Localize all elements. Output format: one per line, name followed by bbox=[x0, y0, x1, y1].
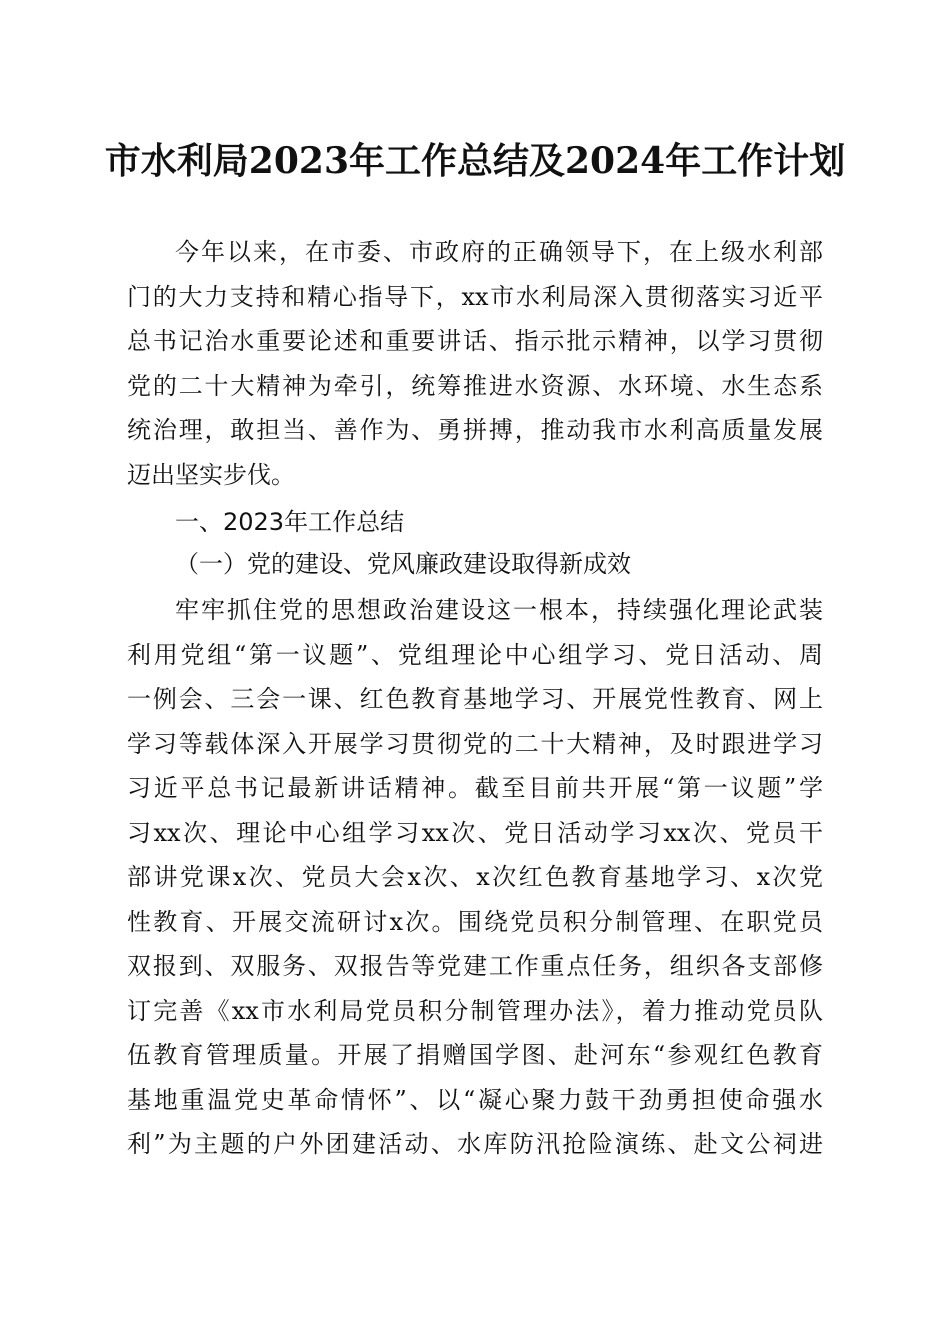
intro-line: 今年以来，在市委、市政府的正确领导下，在上级水利部 bbox=[175, 238, 823, 266]
section-line: 学习等载体深入开展学习贯彻党的二十大精神，及时跟进学习 bbox=[127, 729, 823, 758]
section-line: 利用党组“第一议题”、党组理论中心组学习、党日活动、周 bbox=[127, 640, 823, 669]
section-line: 性教育、开展交流研讨x次。围绕党员积分制管理、在职党员 bbox=[127, 907, 823, 936]
intro-line: 总书记治水重要论述和重要讲话、指示批示精神，以学习贯彻 bbox=[127, 327, 823, 355]
section-line: 订完善《xx市水利局党员积分制管理办法》，着力推动党员队 bbox=[127, 996, 823, 1025]
section-line: 牢牢抓住党的思想政治建设这一根本，持续强化理论武装 bbox=[175, 596, 823, 624]
intro-line: 迈出坚实步伐。 bbox=[127, 460, 295, 489]
intro-line: 党的二十大精神为牵引，统筹推进水资源、水环境、水生态系 bbox=[127, 371, 823, 400]
intro-paragraph bbox=[127, 230, 823, 497]
section-line: 双报到、双服务、双报告等党建工作重点任务，组织各支部修 bbox=[127, 952, 823, 980]
section-line: 一例会、三会一课、红色教育基地学习、开展党性教育、网上 bbox=[127, 685, 823, 713]
section-line: 习xx次、理论中心组学习xx次、党日活动学习xx次、党员干 bbox=[127, 818, 823, 847]
intro-line: 统治理，敢担当、善作为、勇拼搏，推动我市水利高质量发展 bbox=[127, 416, 823, 444]
section-line: 部讲党课x次、党员大会x次、x次红色教育基地学习、x次党 bbox=[127, 863, 823, 891]
section-line: 基地重温党史革命情怀”、以“凝心聚力鼓干劲勇担使命强水 bbox=[127, 1085, 823, 1114]
section-heading-1: 一、2023年工作总结 bbox=[175, 508, 405, 536]
intro-line: 门的大力支持和精心指导下，xx市水利局深入贯彻落实习近平 bbox=[127, 282, 823, 311]
document-title: 市水利局2023年工作总结及2024年工作计划 bbox=[104, 140, 846, 182]
section-line: 利”为主题的户外团建活动、水库防汛抢险演练、赴文公祠进 bbox=[127, 1130, 823, 1158]
section-heading-2: （一）党的建设、党风廉政建设取得新成效 bbox=[175, 550, 631, 578]
section-line: 习近平总书记最新讲话精神。截至目前共开展“第一议题”学 bbox=[127, 774, 823, 802]
section-paragraph bbox=[127, 588, 823, 1167]
section-line: 伍教育管理质量。开展了捐赠国学图、赴河东“参观红色教育 bbox=[127, 1041, 823, 1069]
